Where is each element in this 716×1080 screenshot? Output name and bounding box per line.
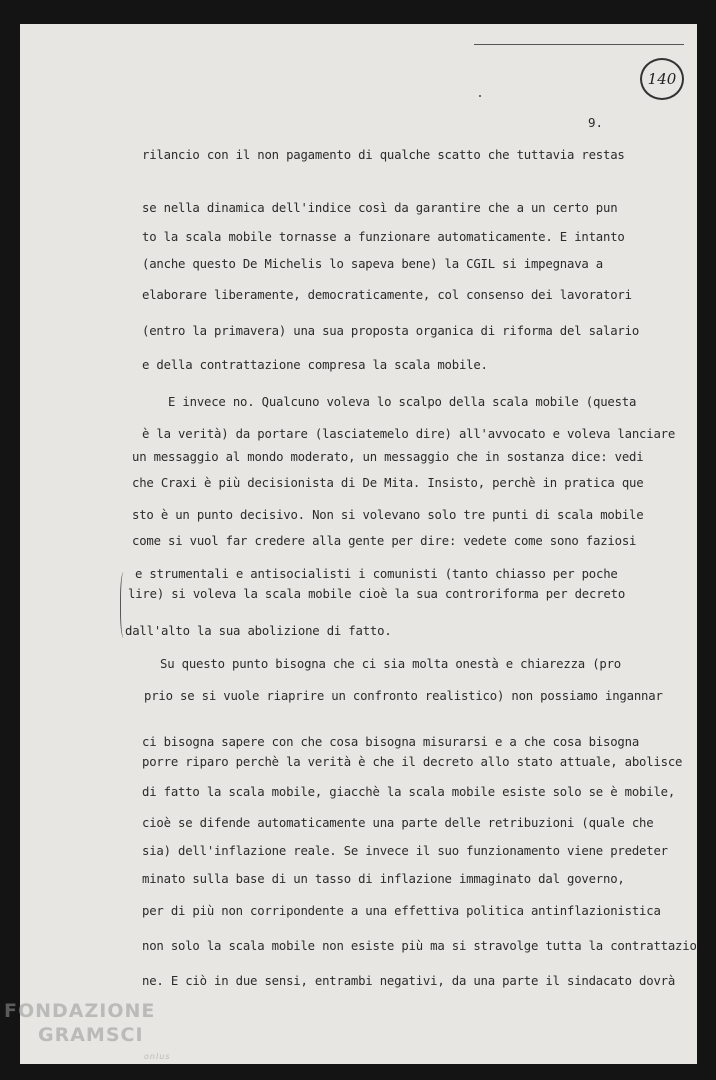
text-line: E invece no. Qualcuno voleva lo scalpo della scala mobile (questa xyxy=(168,395,637,409)
watermark-line-1: FONDAZIONE xyxy=(4,1000,156,1022)
page-number: 9. xyxy=(588,115,604,130)
top-rule xyxy=(474,44,684,45)
text-line: per di più non corripondente a una effettiva politica antinflazionistica xyxy=(142,904,661,918)
text-line: e della contrattazione compresa la scala mobile. xyxy=(142,358,488,372)
text-line: non solo la scala mobile non esiste più ma si stravolge tutta la contrattazio xyxy=(142,939,697,953)
text-line: è la verità) da portare (lasciatemelo dire) all'avvocato e voleva lanciare xyxy=(142,427,676,441)
text-line: rilancio con il non pagamento di qualche scatto che tuttavia restas xyxy=(142,148,625,162)
text-line: (entro la primavera) una sua proposta organica di riforma del salario xyxy=(142,324,640,338)
text-line: sia) dell'inflazione reale. Se invece il suo funzionamento viene predeter xyxy=(142,844,668,858)
ink-dot xyxy=(479,95,481,97)
text-line: dall'alto la sua abolizione di fatto. xyxy=(125,624,392,638)
watermark-line-2: GRAMSCI xyxy=(38,1024,144,1046)
text-line: e strumentali e antisocialisti i comunisti (tanto chiasso per poche xyxy=(135,567,618,581)
text-line: cioè se difende automaticamente una parte delle retribuzioni (quale che xyxy=(142,816,654,830)
text-line: che Craxi è più decisionista di De Mita. Insisto, perchè in pratica que xyxy=(132,476,644,490)
text-line: minato sulla base di un tasso di inflazione immaginato dal governo, xyxy=(142,872,625,886)
text-line: ne. E ciò in due sensi, entrambi negativi, da una parte il sindacato dovrà xyxy=(142,974,676,988)
watermark-line-3: onlus xyxy=(144,1052,171,1061)
document-page xyxy=(20,24,697,1064)
text-line: Su questo punto bisogna che ci sia molta onestà e chiarezza (pro xyxy=(160,657,622,671)
text-line: prio se si vuole riaprire un confronto realistico) non possiamo ingannar xyxy=(144,689,663,703)
text-line: ci bisogna sapere con che cosa bisogna misurarsi e a che cosa bisogna xyxy=(142,735,640,749)
text-line: se nella dinamica dell'indice così da garantire che a un certo pun xyxy=(142,201,618,215)
text-line: lire) si voleva la scala mobile cioè la sua controriforma per decreto xyxy=(128,587,626,601)
text-line: come si vuol far credere alla gente per dire: vedete come sono faziosi xyxy=(132,534,637,548)
archive-stamp: 140 xyxy=(640,58,684,100)
text-line: di fatto la scala mobile, giacchè la scala mobile esiste solo se è mobile, xyxy=(142,785,676,799)
text-line: elaborare liberamente, democraticamente, col consenso dei lavoratori xyxy=(142,288,632,302)
text-line: sto è un punto decisivo. Non si volevano solo tre punti di scala mobile xyxy=(132,508,644,522)
text-line: to la scala mobile tornasse a funzionare automaticamente. E intanto xyxy=(142,230,625,244)
watermark xyxy=(4,1000,171,1061)
text-line: (anche questo De Michelis lo sapeva bene) la CGIL si impegnava a xyxy=(142,257,604,271)
text-line: porre riparo perchè la verità è che il decreto allo stato attuale, abolisce xyxy=(142,755,683,769)
text-line: un messaggio al mondo moderato, un messaggio che in sostanza dice: vedi xyxy=(132,450,644,464)
